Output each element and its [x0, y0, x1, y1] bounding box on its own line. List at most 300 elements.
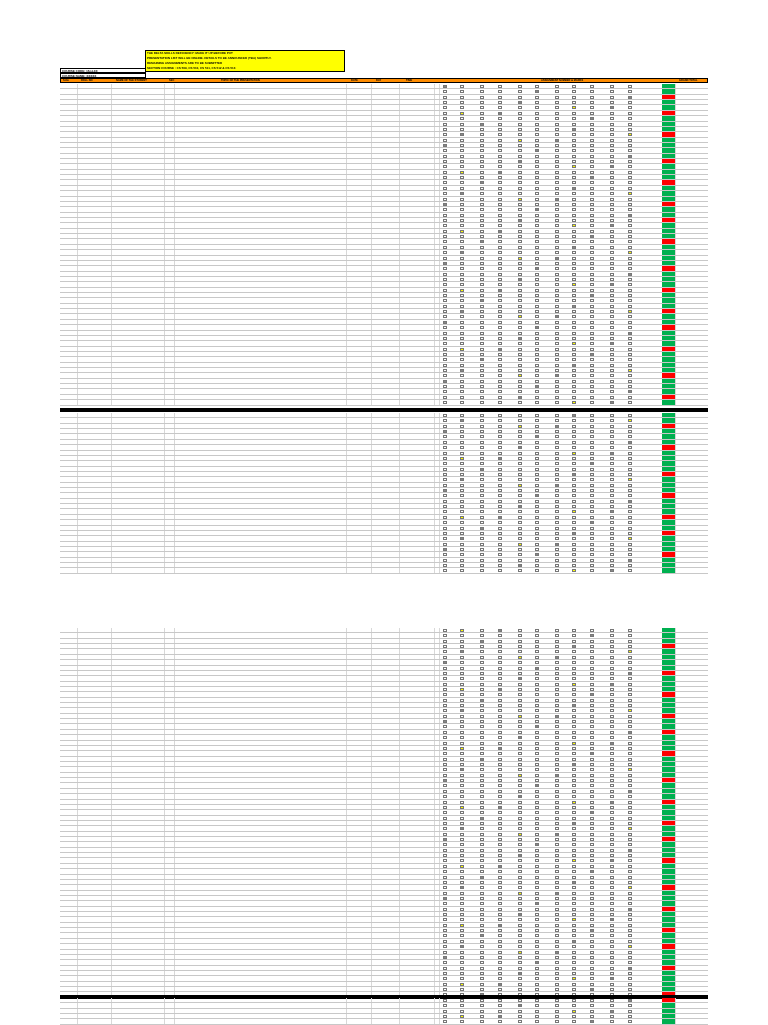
assignment-marker — [590, 983, 594, 986]
assignment-marker — [443, 661, 447, 664]
table-cell — [165, 762, 175, 766]
table-cell — [435, 389, 440, 393]
table-cell — [60, 928, 78, 932]
table-cell — [400, 933, 435, 937]
table-cell — [60, 864, 78, 868]
assignment-marker — [555, 902, 559, 905]
assignment-marker — [590, 521, 594, 524]
table-cell — [112, 816, 165, 820]
table-cell — [435, 314, 440, 318]
table-cell — [400, 499, 435, 503]
assignment-marker — [518, 267, 522, 270]
assignment-marker — [518, 822, 522, 825]
assignment-marker — [460, 155, 464, 158]
table-cell — [60, 1014, 78, 1018]
table-cell — [112, 143, 165, 147]
assignment-marker — [518, 353, 522, 356]
table-cell — [112, 395, 165, 399]
assignment-marker — [555, 1020, 559, 1023]
assignment-marker — [590, 699, 594, 702]
status-cell — [662, 982, 676, 986]
assignment-marker — [535, 155, 539, 158]
status-cell — [662, 660, 676, 664]
table-cell — [400, 424, 435, 428]
table-cell — [372, 218, 400, 222]
assignment-marker — [460, 289, 464, 292]
table-cell — [400, 245, 435, 249]
assignment-marker — [498, 634, 502, 637]
assignment-marker — [518, 838, 522, 841]
table-cell — [347, 100, 372, 104]
assignment-marker — [555, 715, 559, 718]
assignment-marker — [460, 929, 464, 932]
table-cell — [372, 848, 400, 852]
assignment-marker — [535, 645, 539, 648]
table-cell — [400, 132, 435, 136]
table-cell — [400, 336, 435, 340]
table-cell — [112, 245, 165, 249]
table-cell — [347, 515, 372, 519]
table-cell — [372, 159, 400, 163]
assignment-marker — [628, 484, 632, 487]
assignment-marker — [460, 489, 464, 492]
table-cell — [400, 735, 435, 739]
assignment-marker — [572, 510, 576, 513]
header-topic: TOPIC OF THE PRESENTATION — [221, 79, 260, 82]
table-cell — [60, 536, 78, 540]
table-cell — [175, 563, 347, 567]
table-cell — [372, 875, 400, 879]
table-cell — [435, 928, 440, 932]
assignment-marker — [572, 537, 576, 540]
table-cell — [60, 923, 78, 927]
table-cell — [60, 542, 78, 546]
assignment-marker — [535, 999, 539, 1002]
table-cell — [60, 832, 78, 836]
table-cell — [435, 907, 440, 911]
table-cell — [347, 434, 372, 438]
assignment-marker — [572, 790, 576, 793]
assignment-marker — [590, 441, 594, 444]
table-cell — [347, 724, 372, 728]
table-cell — [112, 445, 165, 449]
table-cell — [347, 229, 372, 233]
table-cell — [400, 982, 435, 986]
assignment-marker — [628, 1015, 632, 1018]
table-cell — [175, 309, 347, 313]
table-cell — [400, 191, 435, 195]
table-cell — [78, 483, 112, 487]
table-cell — [175, 331, 347, 335]
table-cell — [175, 547, 347, 551]
assignment-marker — [498, 305, 502, 308]
table-cell — [60, 703, 78, 707]
assignment-marker — [535, 176, 539, 179]
table-cell — [112, 666, 165, 670]
assignment-marker — [590, 827, 594, 830]
table-cell — [400, 885, 435, 889]
assignment-marker — [498, 1004, 502, 1007]
table-cell — [78, 858, 112, 862]
assignment-marker — [610, 656, 614, 659]
assignment-marker — [443, 881, 447, 884]
assignment-marker — [628, 187, 632, 190]
assignment-marker — [498, 133, 502, 136]
assignment-marker — [535, 532, 539, 535]
assignment-marker — [480, 192, 484, 195]
table-cell — [112, 767, 165, 771]
assignment-marker — [590, 489, 594, 492]
assignment-marker — [498, 117, 502, 120]
table-cell — [400, 816, 435, 820]
table-cell — [435, 229, 440, 233]
table-cell — [112, 778, 165, 782]
assignment-marker — [555, 811, 559, 814]
table-cell — [372, 363, 400, 367]
assignment-marker — [498, 1015, 502, 1018]
assignment-marker — [460, 342, 464, 345]
assignment-marker — [590, 208, 594, 211]
assignment-marker — [443, 358, 447, 361]
assignment-marker — [518, 96, 522, 99]
table-cell — [112, 837, 165, 841]
table-cell — [435, 239, 440, 243]
assignment-marker — [443, 527, 447, 530]
assignment-marker — [628, 886, 632, 889]
status-cell — [662, 568, 676, 572]
table-cell — [347, 282, 372, 286]
assignment-marker — [555, 332, 559, 335]
assignment-marker — [460, 951, 464, 954]
assignment-marker — [518, 988, 522, 991]
assignment-marker — [498, 430, 502, 433]
table-cell — [112, 429, 165, 433]
table-cell — [435, 568, 440, 572]
assignment-marker — [610, 380, 614, 383]
assignment-marker — [498, 489, 502, 492]
assignment-marker — [610, 881, 614, 884]
assignment-marker — [535, 1020, 539, 1023]
table-cell — [112, 357, 165, 361]
table-cell — [165, 1009, 175, 1013]
table-cell — [175, 132, 347, 136]
assignment-marker — [628, 897, 632, 900]
table-header — [60, 78, 708, 83]
assignment-marker — [572, 672, 576, 675]
assignment-marker — [535, 251, 539, 254]
assignment-marker — [590, 219, 594, 222]
assignment-marker — [480, 677, 484, 680]
table-cell — [435, 826, 440, 830]
table-cell — [175, 773, 347, 777]
table-cell — [112, 864, 165, 868]
assignment-marker — [460, 843, 464, 846]
assignment-marker — [480, 1015, 484, 1018]
assignment-marker — [518, 758, 522, 761]
table-cell — [175, 499, 347, 503]
header-date: DATE — [351, 79, 358, 82]
assignment-marker — [443, 747, 447, 750]
assignment-marker — [443, 267, 447, 270]
assignment-marker — [443, 478, 447, 481]
assignment-marker — [443, 940, 447, 943]
assignment-marker — [535, 385, 539, 388]
assignment-marker — [555, 967, 559, 970]
table-cell — [175, 395, 347, 399]
assignment-marker — [628, 257, 632, 260]
assignment-marker — [610, 752, 614, 755]
assignment-marker — [518, 419, 522, 422]
assignment-marker — [518, 326, 522, 329]
table-cell — [175, 864, 347, 868]
table-cell — [60, 853, 78, 857]
table-cell — [60, 773, 78, 777]
table-cell — [400, 309, 435, 313]
assignment-marker — [443, 310, 447, 313]
table-cell — [112, 773, 165, 777]
assignment-marker — [628, 817, 632, 820]
table-cell — [372, 660, 400, 664]
table-cell — [347, 805, 372, 809]
table-cell — [400, 552, 435, 556]
assignment-marker — [610, 96, 614, 99]
table-cell — [175, 526, 347, 530]
table-cell — [78, 976, 112, 980]
assignment-marker — [498, 283, 502, 286]
assignment-marker — [535, 897, 539, 900]
table-cell — [165, 649, 175, 653]
assignment-marker — [480, 902, 484, 905]
table-cell — [175, 917, 347, 921]
table-cell — [60, 336, 78, 340]
assignment-marker — [460, 176, 464, 179]
table-cell — [112, 1014, 165, 1018]
assignment-marker — [572, 967, 576, 970]
assignment-marker — [498, 833, 502, 836]
assignment-marker — [518, 817, 522, 820]
table-cell — [347, 987, 372, 991]
assignment-marker — [460, 181, 464, 184]
table-cell — [435, 197, 440, 201]
table-cell — [435, 368, 440, 372]
table-cell — [175, 186, 347, 190]
assignment-marker — [443, 353, 447, 356]
assignment-marker — [535, 208, 539, 211]
table-cell — [165, 891, 175, 895]
assignment-marker — [460, 251, 464, 254]
assignment-marker — [628, 208, 632, 211]
assignment-marker — [555, 278, 559, 281]
assignment-marker — [610, 294, 614, 297]
assignment-marker — [555, 961, 559, 964]
assignment-marker — [610, 198, 614, 201]
assignment-marker — [590, 133, 594, 136]
table-cell — [347, 132, 372, 136]
table-cell — [372, 477, 400, 481]
table-cell — [60, 456, 78, 460]
assignment-marker — [480, 742, 484, 745]
table-cell — [112, 467, 165, 471]
assignment-marker — [535, 500, 539, 503]
assignment-marker — [443, 650, 447, 653]
table-cell — [372, 413, 400, 417]
table-cell — [78, 148, 112, 152]
table-cell — [400, 218, 435, 222]
table-cell — [347, 778, 372, 782]
status-cell — [662, 805, 676, 809]
table-cell — [60, 526, 78, 530]
table-cell — [60, 826, 78, 830]
assignment-marker — [518, 865, 522, 868]
assignment-marker — [518, 521, 522, 524]
assignment-marker — [498, 918, 502, 921]
table-cell — [112, 933, 165, 937]
assignment-marker — [610, 149, 614, 152]
assignment-marker — [480, 854, 484, 857]
status-cell — [662, 933, 676, 937]
assignment-marker — [610, 838, 614, 841]
assignment-marker — [572, 849, 576, 852]
table-cell — [175, 477, 347, 481]
table-cell — [400, 261, 435, 265]
status-cell — [662, 971, 676, 975]
assignment-marker — [460, 452, 464, 455]
table-cell — [78, 885, 112, 889]
assignment-marker — [460, 139, 464, 142]
table-cell — [175, 170, 347, 174]
table-cell — [175, 266, 347, 270]
table-cell — [78, 960, 112, 964]
table-cell — [435, 164, 440, 168]
assignment-marker — [443, 683, 447, 686]
table-cell — [165, 531, 175, 535]
assignment-marker — [590, 859, 594, 862]
table-cell — [78, 826, 112, 830]
assignment-marker — [443, 380, 447, 383]
table-cell — [435, 944, 440, 948]
assignment-marker — [460, 240, 464, 243]
assignment-marker — [443, 758, 447, 761]
table-cell — [175, 735, 347, 739]
assignment-marker — [610, 1015, 614, 1018]
table-cell — [372, 400, 400, 404]
assignment-marker — [555, 709, 559, 712]
table-cell — [372, 703, 400, 707]
assignment-marker — [518, 165, 522, 168]
assignment-marker — [590, 446, 594, 449]
assignment-marker — [555, 262, 559, 265]
table-cell — [400, 960, 435, 964]
table-cell — [435, 751, 440, 755]
table-cell — [435, 1014, 440, 1018]
assignment-marker — [590, 353, 594, 356]
assignment-marker — [460, 688, 464, 691]
status-cell — [662, 298, 676, 302]
table-cell — [347, 842, 372, 846]
assignment-marker — [535, 790, 539, 793]
status-cell — [662, 395, 676, 399]
table-cell — [175, 456, 347, 460]
table-cell — [60, 800, 78, 804]
table-cell — [400, 810, 435, 814]
table-cell — [78, 213, 112, 217]
assignment-marker — [518, 940, 522, 943]
assignment-marker — [572, 929, 576, 932]
table-cell — [347, 451, 372, 455]
table-cell — [435, 341, 440, 345]
table-cell — [435, 331, 440, 335]
assignment-marker — [480, 870, 484, 873]
assignment-marker — [535, 833, 539, 836]
assignment-marker — [498, 827, 502, 830]
assignment-marker — [572, 187, 576, 190]
table-cell — [372, 896, 400, 900]
assignment-marker — [443, 569, 447, 572]
assignment-marker — [518, 715, 522, 718]
assignment-marker — [535, 951, 539, 954]
assignment-marker — [518, 246, 522, 249]
assignment-marker — [628, 752, 632, 755]
assignment-marker — [498, 870, 502, 873]
assignment-marker — [610, 117, 614, 120]
assignment-marker — [628, 790, 632, 793]
assignment-marker — [628, 396, 632, 399]
table-cell — [400, 111, 435, 115]
assignment-marker — [460, 715, 464, 718]
table-cell — [60, 960, 78, 964]
assignment-marker — [518, 240, 522, 243]
status-cell — [662, 917, 676, 921]
table-cell — [435, 424, 440, 428]
status-cell — [662, 477, 676, 481]
table-cell — [372, 331, 400, 335]
table-cell — [347, 197, 372, 201]
assignment-marker — [443, 419, 447, 422]
assignment-marker — [590, 548, 594, 551]
table-cell — [165, 708, 175, 712]
status-cell — [662, 325, 676, 329]
assignment-marker — [498, 774, 502, 777]
table-cell — [175, 955, 347, 959]
table-cell — [372, 154, 400, 158]
table-cell — [112, 197, 165, 201]
table-cell — [78, 703, 112, 707]
status-cell — [662, 186, 676, 190]
table-cell — [400, 703, 435, 707]
assignment-marker — [555, 106, 559, 109]
table-cell — [78, 175, 112, 179]
assignment-marker — [443, 348, 447, 351]
assignment-marker — [518, 90, 522, 93]
assignment-marker — [590, 1004, 594, 1007]
table-cell — [165, 170, 175, 174]
assignment-marker — [590, 484, 594, 487]
table-cell — [165, 429, 175, 433]
table-cell — [435, 885, 440, 889]
assignment-marker — [610, 484, 614, 487]
table-cell — [347, 671, 372, 675]
assignment-marker — [628, 219, 632, 222]
table-cell — [78, 143, 112, 147]
assignment-marker — [518, 795, 522, 798]
assignment-marker — [535, 230, 539, 233]
assignment-marker — [480, 683, 484, 686]
table-cell — [175, 687, 347, 691]
table-cell — [347, 982, 372, 986]
table-cell — [112, 509, 165, 513]
status-cell — [662, 692, 676, 696]
table-cell — [400, 84, 435, 88]
